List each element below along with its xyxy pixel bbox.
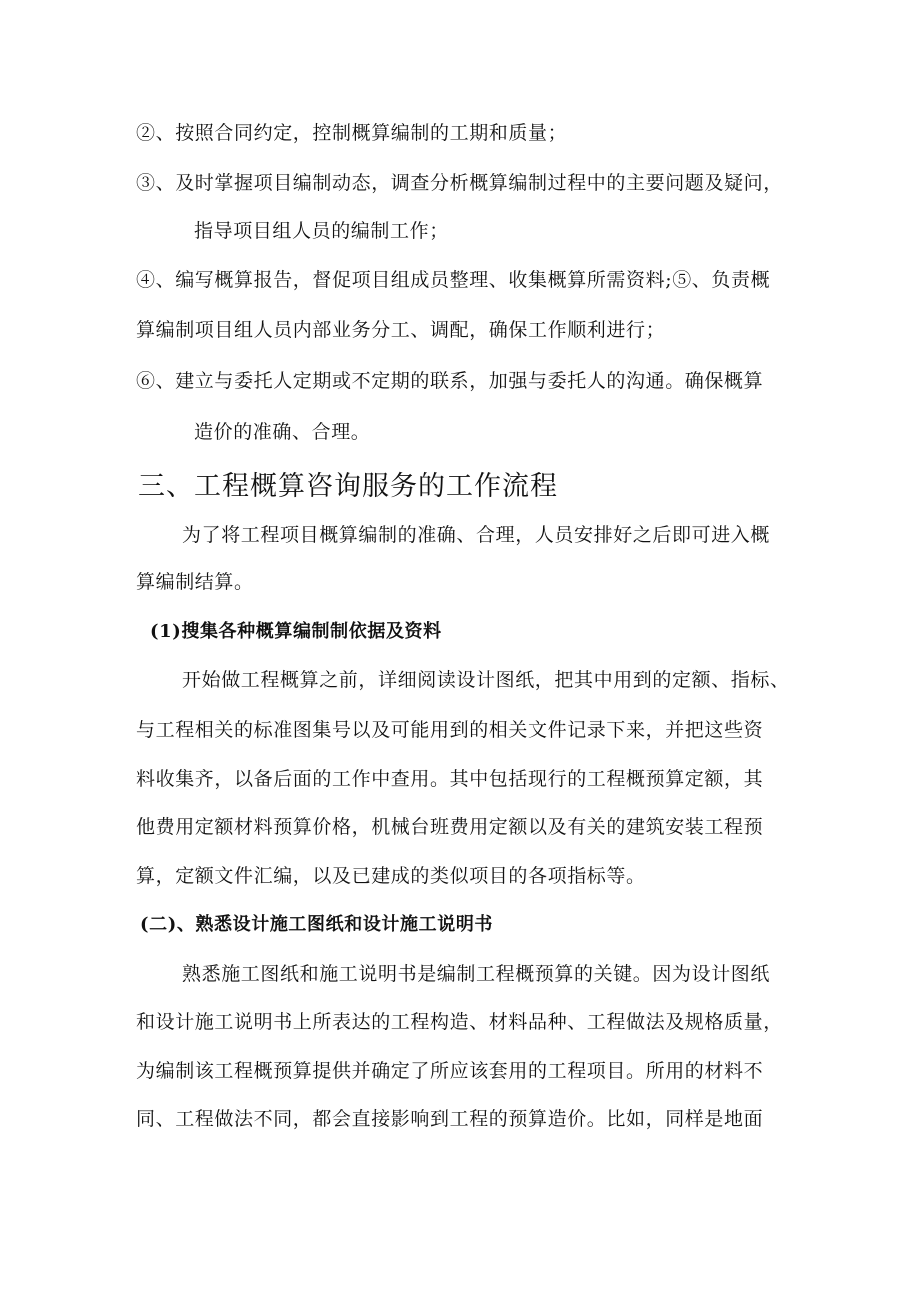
paragraph-2-line-3: 为编制该工程概预算提供并确定了所应该套用的工程项目。所用的材料不 <box>136 1060 764 1082</box>
duty-item-6: ⑥、建立与委托人定期或不定期的联系，加强与委托人的沟通。确保概算 <box>136 370 764 392</box>
paragraph-1-line-2: 与工程相关的标准图集号以及可能用到的相关文件记录下来，并把这些资 <box>136 719 764 741</box>
subheading-1: (1)搜集各种概算编制制依据及资料 <box>150 621 442 642</box>
paragraph-1-line-1: 开始做工程概算之前，详细阅读设计图纸，把其中用到的定额、指标、 <box>182 669 790 691</box>
section-heading-3: 三、工程概算咨询服务的工作流程 <box>138 471 558 502</box>
duty-item-6-continued: 造价的准确、合理。 <box>194 421 371 443</box>
duty-item-3: ③、及时掌握项目编制动态，调查分析概算编制过程中的主要问题及疑问， <box>136 172 783 194</box>
paragraph-2-line-4: 同、工程做法不同，都会直接影响到工程的预算造价。比如，同样是地面 <box>136 1108 764 1130</box>
paragraph-1-line-5: 算，定额文件汇编，以及已建成的类似项目的各项指标等。 <box>136 865 646 887</box>
paragraph-intro-continued: 算编制结算。 <box>136 571 254 593</box>
paragraph-2-line-1: 熟悉施工图纸和施工说明书是编制工程概预算的关键。因为设计图纸 <box>182 963 771 985</box>
paragraph-1-line-4: 他费用定额材料预算价格，机械台班费用定额以及有关的建筑安装工程预 <box>136 816 764 838</box>
paragraph-intro: 为了将工程项目概算编制的准确、合理，人员安排好之后即可进入概 <box>182 524 771 546</box>
duty-item-5-continued: 算编制项目组人员内部业务分工、调配，确保工作顺利进行； <box>136 319 666 341</box>
subheading-2: (二)、熟悉设计施工图纸和设计施工说明书 <box>140 914 494 935</box>
paragraph-2-line-2: 和设计施工说明书上所表达的工程构造、材料品种、工程做法及规格质量， <box>136 1011 783 1033</box>
duty-item-2: ②、按照合同约定，控制概算编制的工期和质量； <box>136 122 568 144</box>
paragraph-1-line-3: 料收集齐，以备后面的工作中查用。其中包括现行的工程概预算定额，其 <box>136 768 764 790</box>
duty-item-4-5: ④、编写概算报告，督促项目组成员整理、收集概算所需资料;⑤、负责概 <box>136 269 771 291</box>
duty-item-3-continued: 指导项目组人员的编制工作； <box>194 220 449 242</box>
